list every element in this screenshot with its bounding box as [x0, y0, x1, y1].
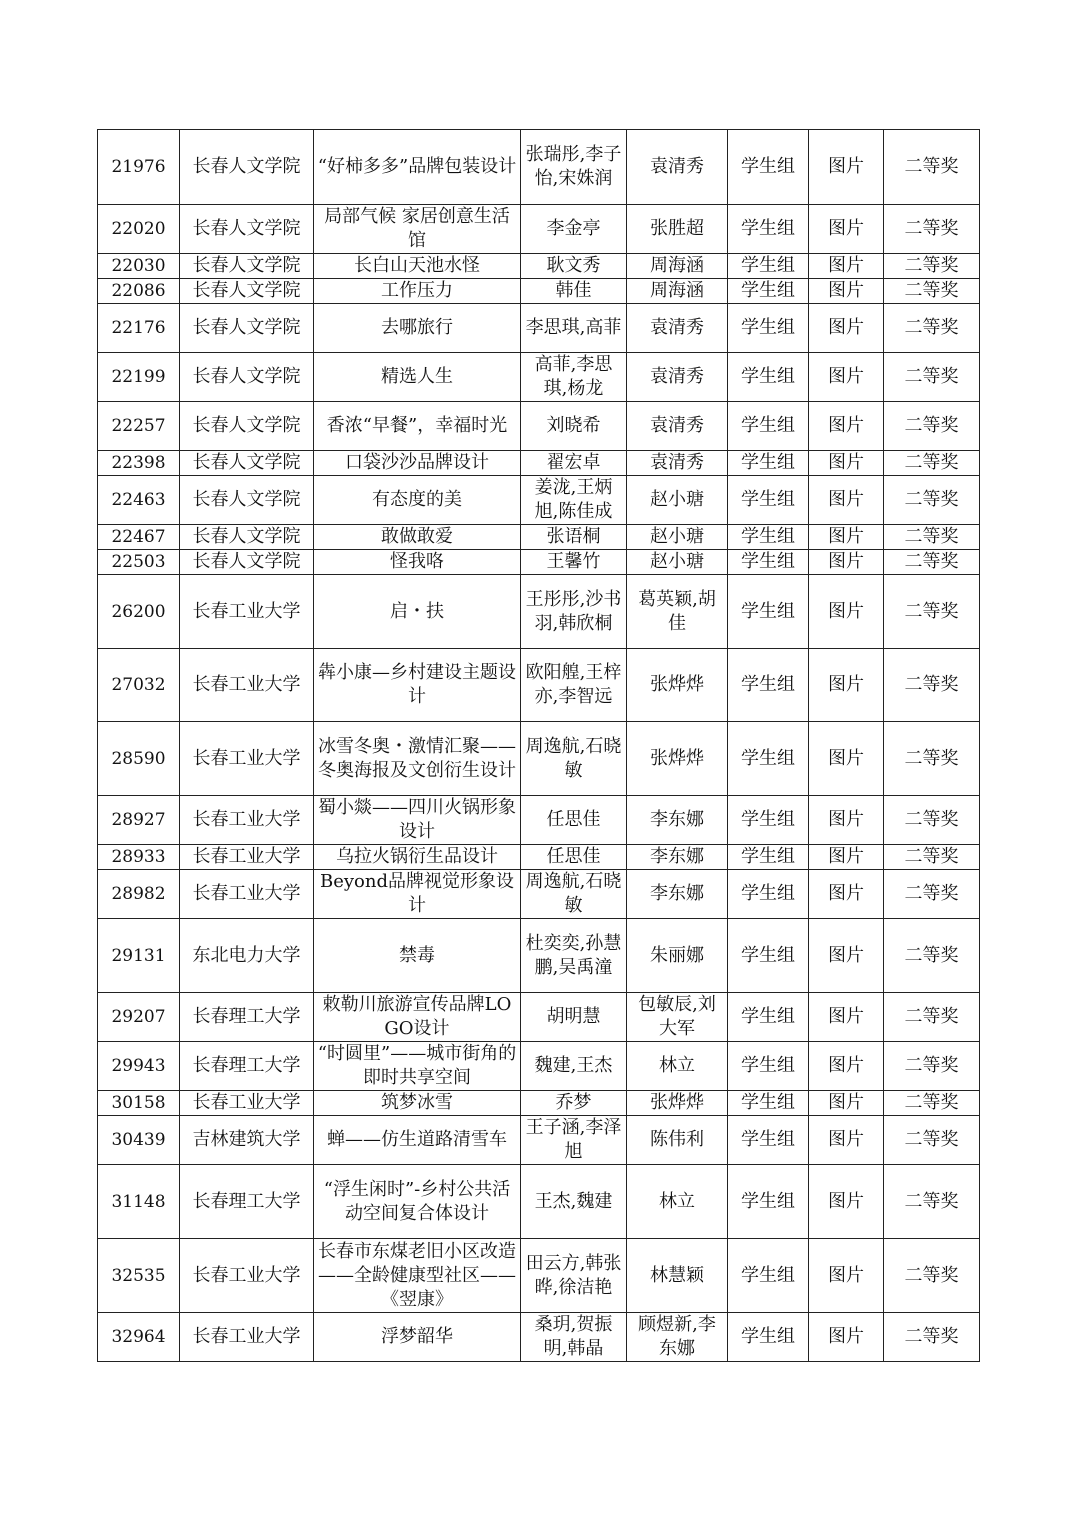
table-row — [98, 1239, 980, 1313]
category-cell: 图片 — [809, 575, 884, 649]
advisor-cell: 赵小瑭 — [627, 525, 728, 550]
group-cell: 学生组 — [728, 1091, 809, 1116]
work-title-cell: 冰雪冬奥・激情汇聚——冬奥海报及文创衍生设计 — [314, 722, 521, 796]
table-row — [98, 575, 980, 649]
category-cell: 图片 — [809, 353, 884, 402]
work-title-cell: 犇小康—乡村建设主题设计 — [314, 649, 521, 722]
entry-id-cell: 29131 — [98, 919, 180, 993]
advisor-cell: 林慧颖 — [627, 1239, 728, 1313]
award-cell: 二等奖 — [884, 1042, 980, 1091]
school-cell: 长春理工大学 — [180, 1165, 314, 1239]
entry-id-cell: 30439 — [98, 1116, 180, 1165]
category-cell: 图片 — [809, 1091, 884, 1116]
advisor-cell: 张烨烨 — [627, 1091, 728, 1116]
table-row — [98, 205, 980, 254]
entry-id-cell: 29943 — [98, 1042, 180, 1091]
group-cell: 学生组 — [728, 870, 809, 919]
authors-cell: 魏建,王杰 — [521, 1042, 627, 1091]
advisor-cell: 袁清秀 — [627, 130, 728, 205]
entry-id-cell: 28927 — [98, 796, 180, 845]
authors-cell: 张瑞彤,李子怡,宋姝润 — [521, 130, 627, 205]
advisor-cell: 朱丽娜 — [627, 919, 728, 993]
table-row — [98, 1116, 980, 1165]
authors-cell: 耿文秀 — [521, 254, 627, 279]
table-row — [98, 304, 980, 353]
category-cell: 图片 — [809, 1313, 884, 1362]
category-cell: 图片 — [809, 993, 884, 1042]
category-cell: 图片 — [809, 130, 884, 205]
school-cell: 长春工业大学 — [180, 649, 314, 722]
award-cell: 二等奖 — [884, 919, 980, 993]
group-cell: 学生组 — [728, 279, 809, 304]
authors-cell: 王彤彤,沙书羽,韩欣桐 — [521, 575, 627, 649]
table-row — [98, 279, 980, 304]
table-row — [98, 451, 980, 476]
work-title-cell: 工作压力 — [314, 279, 521, 304]
authors-cell: 王杰,魏建 — [521, 1165, 627, 1239]
school-cell: 长春人文学院 — [180, 130, 314, 205]
authors-cell: 翟宏卓 — [521, 451, 627, 476]
category-cell: 图片 — [809, 304, 884, 353]
table-row — [98, 402, 980, 451]
group-cell: 学生组 — [728, 476, 809, 525]
table-row — [98, 845, 980, 870]
table-row — [98, 353, 980, 402]
table-row — [98, 550, 980, 575]
group-cell: 学生组 — [728, 722, 809, 796]
school-cell: 长春工业大学 — [180, 1313, 314, 1362]
school-cell: 长春人文学院 — [180, 451, 314, 476]
category-cell: 图片 — [809, 1042, 884, 1091]
entry-id-cell: 31148 — [98, 1165, 180, 1239]
entry-id-cell: 22503 — [98, 550, 180, 575]
award-cell: 二等奖 — [884, 1165, 980, 1239]
work-title-cell: Beyond品牌视觉形象设计 — [314, 870, 521, 919]
authors-cell: 任思佳 — [521, 845, 627, 870]
entry-id-cell: 26200 — [98, 575, 180, 649]
category-cell: 图片 — [809, 649, 884, 722]
school-cell: 长春工业大学 — [180, 1091, 314, 1116]
school-cell: 吉林建筑大学 — [180, 1116, 314, 1165]
category-cell: 图片 — [809, 1239, 884, 1313]
group-cell: 学生组 — [728, 796, 809, 845]
group-cell: 学生组 — [728, 205, 809, 254]
authors-cell: 李金亭 — [521, 205, 627, 254]
work-title-cell: 乌拉火锅衍生品设计 — [314, 845, 521, 870]
school-cell: 长春人文学院 — [180, 353, 314, 402]
authors-cell: 桑玥,贺振明,韩晶 — [521, 1313, 627, 1362]
advisor-cell: 张胜超 — [627, 205, 728, 254]
authors-cell: 胡明慧 — [521, 993, 627, 1042]
table-row — [98, 525, 980, 550]
authors-cell: 乔梦 — [521, 1091, 627, 1116]
award-cell: 二等奖 — [884, 476, 980, 525]
entry-id-cell: 22257 — [98, 402, 180, 451]
category-cell: 图片 — [809, 1165, 884, 1239]
authors-cell: 张语桐 — [521, 525, 627, 550]
work-title-cell: 启・扶 — [314, 575, 521, 649]
school-cell: 长春工业大学 — [180, 575, 314, 649]
school-cell: 长春人文学院 — [180, 254, 314, 279]
work-title-cell: “好柿多多”品牌包装设计 — [314, 130, 521, 205]
category-cell: 图片 — [809, 279, 884, 304]
category-cell: 图片 — [809, 451, 884, 476]
group-cell: 学生组 — [728, 304, 809, 353]
award-cell: 二等奖 — [884, 722, 980, 796]
group-cell: 学生组 — [728, 254, 809, 279]
school-cell: 长春人文学院 — [180, 279, 314, 304]
advisor-cell: 陈伟利 — [627, 1116, 728, 1165]
authors-cell: 杜奕奕,孙慧鹏,吴禹潼 — [521, 919, 627, 993]
work-title-cell: 怪我咯 — [314, 550, 521, 575]
group-cell: 学生组 — [728, 402, 809, 451]
entry-id-cell: 22463 — [98, 476, 180, 525]
entry-id-cell: 22086 — [98, 279, 180, 304]
table-row — [98, 130, 980, 205]
award-cell: 二等奖 — [884, 353, 980, 402]
advisor-cell: 袁清秀 — [627, 353, 728, 402]
award-cell: 二等奖 — [884, 845, 980, 870]
award-cell: 二等奖 — [884, 279, 980, 304]
school-cell: 长春人文学院 — [180, 205, 314, 254]
award-cell: 二等奖 — [884, 1313, 980, 1362]
authors-cell: 刘晓希 — [521, 402, 627, 451]
entry-id-cell: 22030 — [98, 254, 180, 279]
work-title-cell: 蝉——仿生道路清雪车 — [314, 1116, 521, 1165]
table-row — [98, 649, 980, 722]
school-cell: 长春工业大学 — [180, 870, 314, 919]
category-cell: 图片 — [809, 402, 884, 451]
group-cell: 学生组 — [728, 1313, 809, 1362]
advisor-cell: 包敏辰,刘大军 — [627, 993, 728, 1042]
table-row — [98, 476, 980, 525]
entry-id-cell: 32535 — [98, 1239, 180, 1313]
authors-cell: 周逸航,石晓敏 — [521, 722, 627, 796]
advisor-cell: 张烨烨 — [627, 722, 728, 796]
award-cell: 二等奖 — [884, 649, 980, 722]
group-cell: 学生组 — [728, 130, 809, 205]
award-cell: 二等奖 — [884, 575, 980, 649]
work-title-cell: “时圆里”——城市街角的即时共享空间 — [314, 1042, 521, 1091]
entry-id-cell: 27032 — [98, 649, 180, 722]
table-row — [98, 1091, 980, 1116]
school-cell: 长春工业大学 — [180, 845, 314, 870]
advisor-cell: 林立 — [627, 1165, 728, 1239]
work-title-cell: 浮梦韶华 — [314, 1313, 521, 1362]
entry-id-cell: 28933 — [98, 845, 180, 870]
entry-id-cell: 30158 — [98, 1091, 180, 1116]
category-cell: 图片 — [809, 845, 884, 870]
work-title-cell: 精选人生 — [314, 353, 521, 402]
authors-cell: 欧阳艎,王梓亦,李智远 — [521, 649, 627, 722]
group-cell: 学生组 — [728, 1239, 809, 1313]
advisor-cell: 袁清秀 — [627, 304, 728, 353]
authors-cell: 姜泷,王炳旭,陈佳成 — [521, 476, 627, 525]
school-cell: 长春理工大学 — [180, 993, 314, 1042]
table-row — [98, 1042, 980, 1091]
school-cell: 长春人文学院 — [180, 402, 314, 451]
category-cell: 图片 — [809, 722, 884, 796]
authors-cell: 王馨竹 — [521, 550, 627, 575]
award-cell: 二等奖 — [884, 1091, 980, 1116]
authors-cell: 田云方,韩张晔,徐洁艳 — [521, 1239, 627, 1313]
school-cell: 长春工业大学 — [180, 1239, 314, 1313]
advisor-cell: 张烨烨 — [627, 649, 728, 722]
entry-id-cell: 28590 — [98, 722, 180, 796]
school-cell: 长春人文学院 — [180, 550, 314, 575]
group-cell: 学生组 — [728, 919, 809, 993]
advisor-cell: 周海涵 — [627, 254, 728, 279]
table-row — [98, 993, 980, 1042]
category-cell: 图片 — [809, 550, 884, 575]
work-title-cell: 长白山天池水怪 — [314, 254, 521, 279]
group-cell: 学生组 — [728, 353, 809, 402]
award-cell: 二等奖 — [884, 130, 980, 205]
group-cell: 学生组 — [728, 845, 809, 870]
school-cell: 东北电力大学 — [180, 919, 314, 993]
category-cell: 图片 — [809, 919, 884, 993]
entry-id-cell: 22199 — [98, 353, 180, 402]
advisor-cell: 葛英颖,胡佳 — [627, 575, 728, 649]
category-cell: 图片 — [809, 796, 884, 845]
awards-table — [97, 129, 980, 1362]
advisor-cell: 袁清秀 — [627, 402, 728, 451]
category-cell: 图片 — [809, 476, 884, 525]
award-cell: 二等奖 — [884, 402, 980, 451]
category-cell: 图片 — [809, 525, 884, 550]
work-title-cell: 长春市东煤老旧小区改造——全龄健康型社区——《翌康》 — [314, 1239, 521, 1313]
entry-id-cell: 22467 — [98, 525, 180, 550]
work-title-cell: 敕勒川旅游宣传品牌LOGO设计 — [314, 993, 521, 1042]
authors-cell: 任思佳 — [521, 796, 627, 845]
award-cell: 二等奖 — [884, 254, 980, 279]
category-cell: 图片 — [809, 254, 884, 279]
work-title-cell: 筑梦冰雪 — [314, 1091, 521, 1116]
advisor-cell: 顾煜新,李东娜 — [627, 1313, 728, 1362]
advisor-cell: 李东娜 — [627, 845, 728, 870]
entry-id-cell: 22176 — [98, 304, 180, 353]
entry-id-cell: 28982 — [98, 870, 180, 919]
award-cell: 二等奖 — [884, 796, 980, 845]
table-row — [98, 722, 980, 796]
table-body — [98, 130, 980, 1362]
category-cell: 图片 — [809, 870, 884, 919]
award-cell: 二等奖 — [884, 993, 980, 1042]
work-title-cell: 香浓“早餐”，幸福时光 — [314, 402, 521, 451]
table-row — [98, 870, 980, 919]
group-cell: 学生组 — [728, 1042, 809, 1091]
school-cell: 长春人文学院 — [180, 304, 314, 353]
table-row — [98, 1165, 980, 1239]
advisor-cell: 李东娜 — [627, 796, 728, 845]
advisor-cell: 李东娜 — [627, 870, 728, 919]
award-cell: 二等奖 — [884, 451, 980, 476]
group-cell: 学生组 — [728, 550, 809, 575]
school-cell: 长春工业大学 — [180, 796, 314, 845]
authors-cell: 高菲,李思琪,杨龙 — [521, 353, 627, 402]
award-cell: 二等奖 — [884, 525, 980, 550]
entry-id-cell: 22020 — [98, 205, 180, 254]
advisor-cell: 赵小瑭 — [627, 476, 728, 525]
entry-id-cell: 29207 — [98, 993, 180, 1042]
group-cell: 学生组 — [728, 575, 809, 649]
table-row — [98, 919, 980, 993]
authors-cell: 李思琪,高菲 — [521, 304, 627, 353]
award-cell: 二等奖 — [884, 870, 980, 919]
table-row — [98, 254, 980, 279]
entry-id-cell: 32964 — [98, 1313, 180, 1362]
school-cell: 长春工业大学 — [180, 722, 314, 796]
group-cell: 学生组 — [728, 525, 809, 550]
group-cell: 学生组 — [728, 1165, 809, 1239]
work-title-cell: 蜀小燚——四川火锅形象设计 — [314, 796, 521, 845]
award-cell: 二等奖 — [884, 550, 980, 575]
work-title-cell: 敢做敢爱 — [314, 525, 521, 550]
authors-cell: 韩佳 — [521, 279, 627, 304]
award-cell: 二等奖 — [884, 1116, 980, 1165]
entry-id-cell: 21976 — [98, 130, 180, 205]
work-title-cell: “浮生闲时”-乡村公共活动空间复合体设计 — [314, 1165, 521, 1239]
award-cell: 二等奖 — [884, 205, 980, 254]
work-title-cell: 口袋沙沙品牌设计 — [314, 451, 521, 476]
group-cell: 学生组 — [728, 1116, 809, 1165]
advisor-cell: 林立 — [627, 1042, 728, 1091]
category-cell: 图片 — [809, 1116, 884, 1165]
work-title-cell: 有态度的美 — [314, 476, 521, 525]
advisor-cell: 赵小瑭 — [627, 550, 728, 575]
authors-cell: 王子涵,李泽旭 — [521, 1116, 627, 1165]
work-title-cell: 去哪旅行 — [314, 304, 521, 353]
award-cell: 二等奖 — [884, 1239, 980, 1313]
work-title-cell: 禁毒 — [314, 919, 521, 993]
advisor-cell: 袁清秀 — [627, 451, 728, 476]
school-cell: 长春理工大学 — [180, 1042, 314, 1091]
table-row — [98, 796, 980, 845]
advisor-cell: 周海涵 — [627, 279, 728, 304]
category-cell: 图片 — [809, 205, 884, 254]
school-cell: 长春人文学院 — [180, 525, 314, 550]
group-cell: 学生组 — [728, 451, 809, 476]
work-title-cell: 局部气候 家居创意生活馆 — [314, 205, 521, 254]
school-cell: 长春人文学院 — [180, 476, 314, 525]
table-row — [98, 1313, 980, 1362]
authors-cell: 周逸航,石晓敏 — [521, 870, 627, 919]
award-cell: 二等奖 — [884, 304, 980, 353]
group-cell: 学生组 — [728, 993, 809, 1042]
group-cell: 学生组 — [728, 649, 809, 722]
entry-id-cell: 22398 — [98, 451, 180, 476]
